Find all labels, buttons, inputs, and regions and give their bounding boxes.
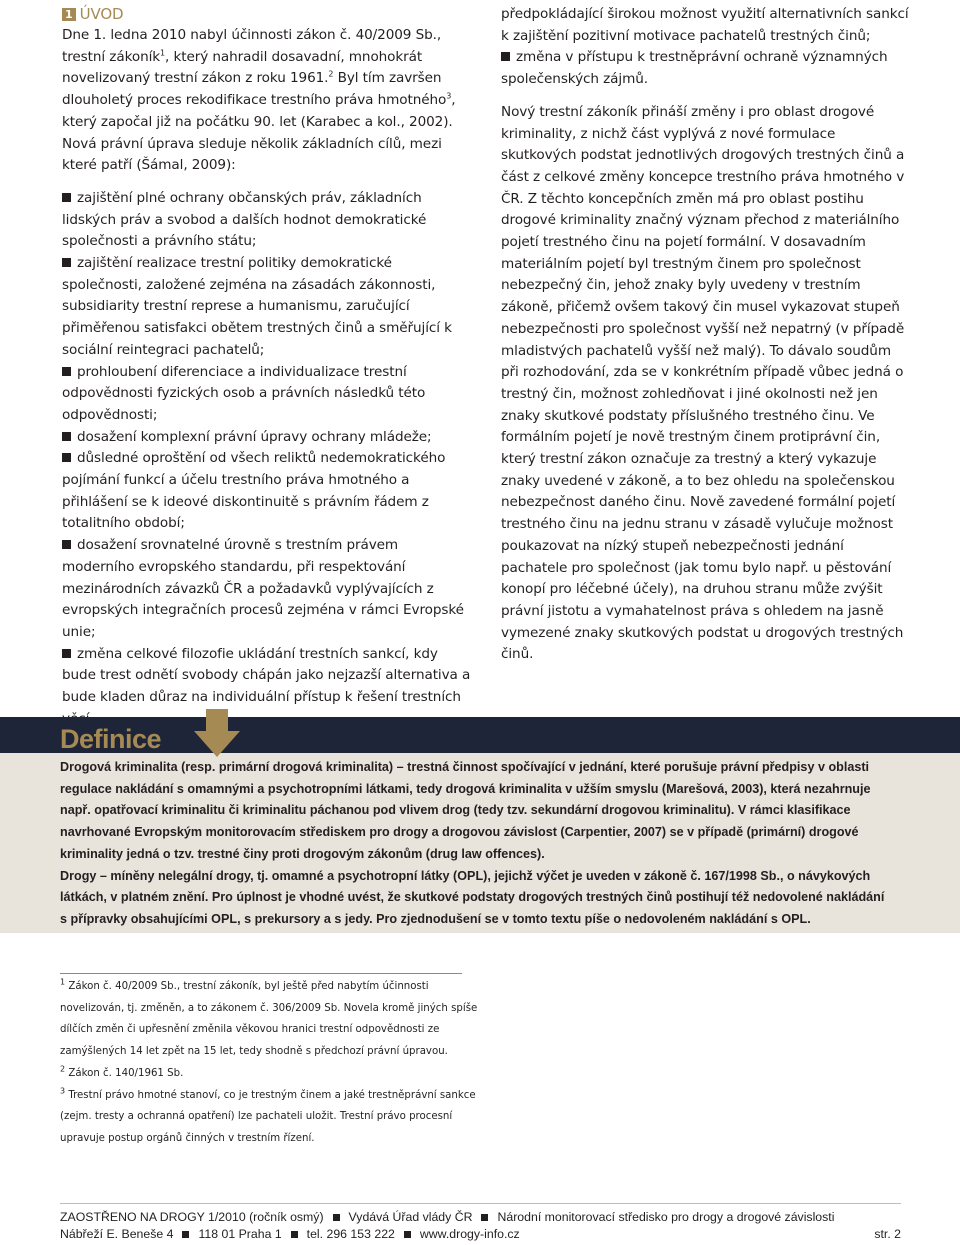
separator-icon	[481, 1214, 488, 1221]
page-number: str. 2	[874, 1227, 901, 1241]
body-paragraph: Nový trestní zákoník přináší změny i pro oblast drogové kriminality, z nichž část vyplývá z nové formulace skutkových podstat jednotlivých drogových trestných činů a část z celkové změny koncepce trestního práva hmotného v ČR. Z těchto koncepčních změn má pro oblast postihu drogové kriminality značný význam přechod z materiálního pojetí trestného činu na pojetí formální. V dosavadním materiálním pojetí byl trestným činem pro společnost nebezpečný čin, jehož znaky byly uvedeny v trestním zákoně, přičemž ovšem takový čin musel vykazovat stupeň nebezpečnosti pro společnost vyšší než nepatrný (v případě mladistvých pachatelů vyšší než malý). To dávalo soudům při rozhodování, zda se v konkrétním případě vůbec jedná o trestný čin, možnost zohledňovat i jiné okolnosti než jen znaky skutkové podstaty příslušného trestného činu. Ve formálním pojetí je nově trestným činem protiprávní čin, který trestní zákon označuje za trestný a který vykazuje znaky uvedené v zákoně, a to bez ohledu na společenskou nebezpečnost daného činu. Nově zavedené formální pojetí trestného činu na jednu stranu v zásadě vylučuje možnost poukazovat na nízký stupeň nebezpečnosti jednání pachatele pro společnost (jak tomu bylo např. u pěstování konopí pro léčebné účely), na druhou stranu může zvýšit právní jistotu a vymahatelnost práva s ohledem na jasně vymezené znaky skutkových podstat u drogových trestných činů.	[501, 103, 905, 663]
definition-text	[60, 757, 890, 931]
footnote-ref-2: 2	[328, 69, 334, 79]
bullet-icon	[62, 258, 71, 267]
website-link[interactable]: www.drogy-info.cz	[419, 1227, 520, 1241]
bullet-icon	[62, 453, 71, 462]
page-footer	[60, 1209, 901, 1243]
bullet-icon	[62, 193, 71, 202]
footnotes	[60, 976, 480, 1150]
bullet-icon	[501, 52, 510, 61]
separator-icon	[182, 1231, 189, 1238]
definition-title: Definice	[60, 724, 162, 754]
bullet-icon	[62, 367, 71, 376]
footnote: $^1$ Zákon č. 40/2009 Sb., trestní zákoník, byl ještě před nabytím účinnosti novelizován, tj. změněn, a to zákonem č. 306/2009 Sb. Novela kromě jiných spíše dílčích změn či upřesnění změnila věkovou hranici trestní odpovědnosti ze zamýšlených 14 let zpět na 15 let, tedy shodně s předchozí právní úpravou.	[60, 977, 478, 1058]
definition-box	[0, 717, 960, 933]
list-item: zajištění plné ochrany občanských práv, základních lidských práv a svobod a dalších hodnot demokratické společnosti a právního státu;	[62, 189, 427, 250]
list-item: dosažení komplexní právní úpravy ochrany mládeže;	[62, 427, 472, 449]
footnote: $^2$ Zákon č. 140/1961 Sb.	[60, 1064, 184, 1079]
arrow-down-icon	[194, 709, 240, 757]
footer-line-1: ZAOSTŘENO NA DROGY 1/2010 (ročník osmý) Vydává Úřad vlády ČR Národní monitorovací středisko pro drogy a drogové závislosti	[60, 1210, 835, 1224]
right-column	[501, 4, 911, 666]
list-item: dosažení srovnatelné úrovně s trestním právem moderního evropského standardu, při respektování mezinárodních závazků ČR a požadavků vyplývajících z evropských integračních procesů zejména v rámci Evropské unie;	[62, 537, 464, 640]
chapter-title: ÚVOD	[79, 5, 124, 23]
list-item: změna v přístupu k trestněprávní ochraně významných společenských zájmů.	[501, 49, 888, 88]
separator-icon	[404, 1231, 411, 1238]
separator-icon	[291, 1231, 298, 1238]
bullet-icon	[62, 432, 71, 441]
bullet-icon	[62, 540, 71, 549]
chapter-heading	[62, 4, 472, 25]
footnote-divider	[60, 973, 462, 974]
footer-line-2: Nábřeží E. Beneše 4 118 01 Praha 1 tel. 296 153 222 www.drogy-info.cz	[60, 1227, 520, 1241]
definition-paragraph: Drogová kriminalita (resp. primární drogová kriminalita) – trestná činnost spočívající v jednání, které porušuje právní předpisy v oblasti regulace nakládání s omamnými a psychotropními látkami, tedy drogová kriminalita v užším smyslu (Marešová, 2003), která nezahrnuje např. opatřovací kriminalitu či kriminalitu páchanou pod vlivem drog (tedy tzv. sekundární drogovou kriminalitu). V rámci klasifikace navrhované Evropským monitorovacím střediskem pro drogy a drogovou závislost (Carpentier, 2007) se v případě (primární) drogové kriminality jedná o tzv. trestné činy proti drogovým zákonům (drug law offences).	[60, 760, 871, 861]
definition-paragraph: Drogy – míněny nelegální drogy, tj. omamné a psychotropní látky (OPL), jejichž výčet je uveden v zákoně č. 167/1998 Sb., o návykových látkách, v platném znění. Pro úplnost je vhodné uvést, že skutkové podstaty drogových trestných činů postihují též nedovolené nakládání s přípravky obsahujícími OPL, s prekursory a s jedy. Pro zjednodušení se v tomto textu píše o nedovoleném nakládání s OPL.	[60, 868, 885, 926]
list-item: změna celkové filozofie ukládání trestních sankcí, kdy bude trest odnětí svobody chápán jako nejzazší alternativa a bude kladen důraz na individuální přístup k řešení trestních	[62, 645, 471, 706]
bullet-icon	[62, 649, 71, 658]
separator-icon	[333, 1214, 340, 1221]
list-item: důsledné oproštění od všech reliktů nedemokratického pojímání funkcí a účelu trestního práva hmotného a přihlášení se k ideové diskontinuitě s právním řádem z totalitního období;	[62, 450, 446, 532]
footnote-ref-1: 1	[160, 48, 166, 58]
intro-paragraph: Dne 1. ledna 2010 nabyl účinnosti zákon č. 40/2009 Sb., trestní zákoník$^1$, který nahradil dosavadní, mnohokrát novelizovaný trestní zákon z roku 1961.$^2$ Byl tím završen dlouholetý proces rekodifikace trestního práva hmotného$^3$, který započal již na počátku 90. let (Karabec a kol., 2002). Nová právní úprava sleduje několik základních cílů, mezi které patří (Šámal, 2009):	[62, 27, 456, 174]
continuation-text: předpokládající širokou možnost využití alternativních sankcí k zajištění pozitivní motivace pachatelů trestných činů;	[501, 6, 909, 44]
list-item: zajištění realizace trestní politiky demokratické společnosti, založené zejména na zásadách zákonnosti, subsidiarity trestní represe a humanismu, zaručující přiměřenou satisfakci obětem trestných činů a směřující k sociální reintegraci pachatelů;	[62, 255, 452, 358]
footnote-ref-3: 3	[446, 91, 452, 101]
chapter-number: 1	[62, 8, 76, 21]
list-item: prohloubení diferenciace a individualizace trestní odpovědnosti fyzických osob a právních následků této odpovědnosti;	[62, 363, 426, 423]
left-column	[62, 4, 472, 731]
footer-divider	[60, 1203, 901, 1204]
footnote: $^3$ Trestní právo hmotné stanoví, co je trestným činem a jaké trestněprávní sankce (zejm. tresty a ochranná opatření) lze pachateli uložit. Trestní právo procesní upravuje postup orgánů činných v trestním řízení.	[60, 1086, 476, 1144]
